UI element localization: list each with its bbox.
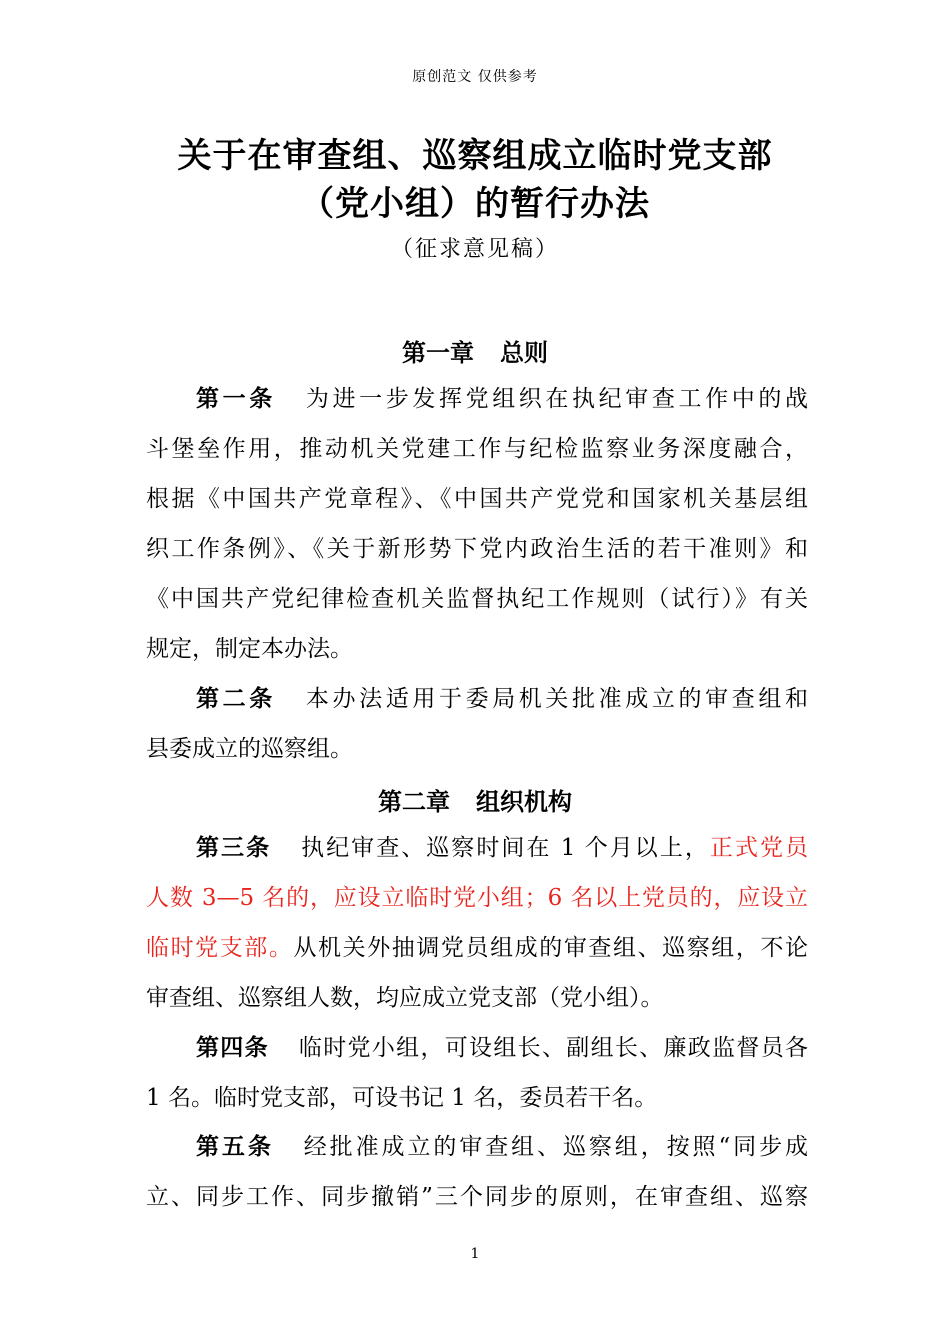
chapter-heading-2 (0, 782, 950, 817)
article-2-line-2: 县委成立的巡察组。 (146, 736, 353, 762)
chapter-name: 总则 (500, 338, 548, 367)
article-1-line-6: 规定，制定本办法。 (146, 636, 353, 662)
article-text: 临时党小组，可设组长、副组长、廉政监督员各 (298, 1035, 809, 1061)
article-3-line-4: 审查组、巡察组人数，均应成立党支部（党小组）。 (146, 985, 664, 1011)
article-1-line-4: 织工作条例》、《关于新形势下党内政治生活的若干准则》和 (146, 536, 808, 562)
article-text: 从机关外抽调党员组成的审查组、巡察组，不论 (293, 935, 809, 961)
article-4-line-2: 1 名。临时党支部，可设书记 1 名，委员若干名。 (146, 1085, 658, 1111)
chapter-heading-1 (0, 333, 950, 368)
article-text: 经批准成立的审查组、巡察组，按照“同步成 (303, 1134, 808, 1160)
document-subtitle: （征求意见稿） (390, 237, 559, 262)
page-number: 1 (470, 1246, 480, 1262)
article-text: 为进一步发挥党组织在执纪审查工作中的战 (305, 386, 809, 412)
article-label: 第三条 (196, 834, 272, 861)
document-title-line-2: （党小组）的暂行办法 (300, 184, 650, 224)
article-1-line-5: 《中国共产党纪律检查机关监督执纪工作规则（试行）》有关 (146, 586, 808, 612)
chapter-number: 第二章 (378, 787, 450, 816)
highlighted-text: 临时党支部。 (146, 935, 294, 961)
article-text: 执纪审查、巡察时间在 1 个月以上， (301, 835, 710, 861)
chapter-number: 第一章 (402, 338, 474, 367)
article-5-line-1 (146, 1130, 808, 1164)
article-label: 第二条 (196, 685, 276, 712)
article-1-line-1 (146, 382, 808, 416)
article-2-line-1 (146, 682, 808, 716)
document-title-line-1: 关于在审查组、巡察组成立临时党支部 (177, 136, 773, 176)
article-label: 第一条 (196, 385, 276, 412)
chapter-name: 组织机构 (476, 787, 572, 816)
article-1-line-2: 斗堡垒作用，推动机关党建工作与纪检监察业务深度融合， (146, 436, 808, 462)
highlighted-text: 正式党员 (709, 835, 809, 861)
article-5-line-2: 立、同步工作、同步撤销”三个同步的原则，在审查组、巡察 (146, 1184, 808, 1210)
article-text: 本办法适用于委局机关批准成立的审查组和 (305, 686, 809, 712)
article-3-line-1 (146, 831, 808, 865)
page-header-note: 原创范文 仅供参考 (412, 69, 538, 85)
article-3-line-3 (146, 931, 808, 965)
article-label: 第五条 (196, 1133, 274, 1160)
article-4-line-1 (146, 1031, 808, 1065)
article-1-line-3: 根据《中国共产党章程》、《中国共产党党和国家机关基层组 (146, 486, 808, 512)
article-3-line-2-highlighted: 人数 3—5 名的，应设立临时党小组；6 名以上党员的，应设立 (146, 885, 808, 911)
article-label: 第四条 (196, 1034, 269, 1061)
